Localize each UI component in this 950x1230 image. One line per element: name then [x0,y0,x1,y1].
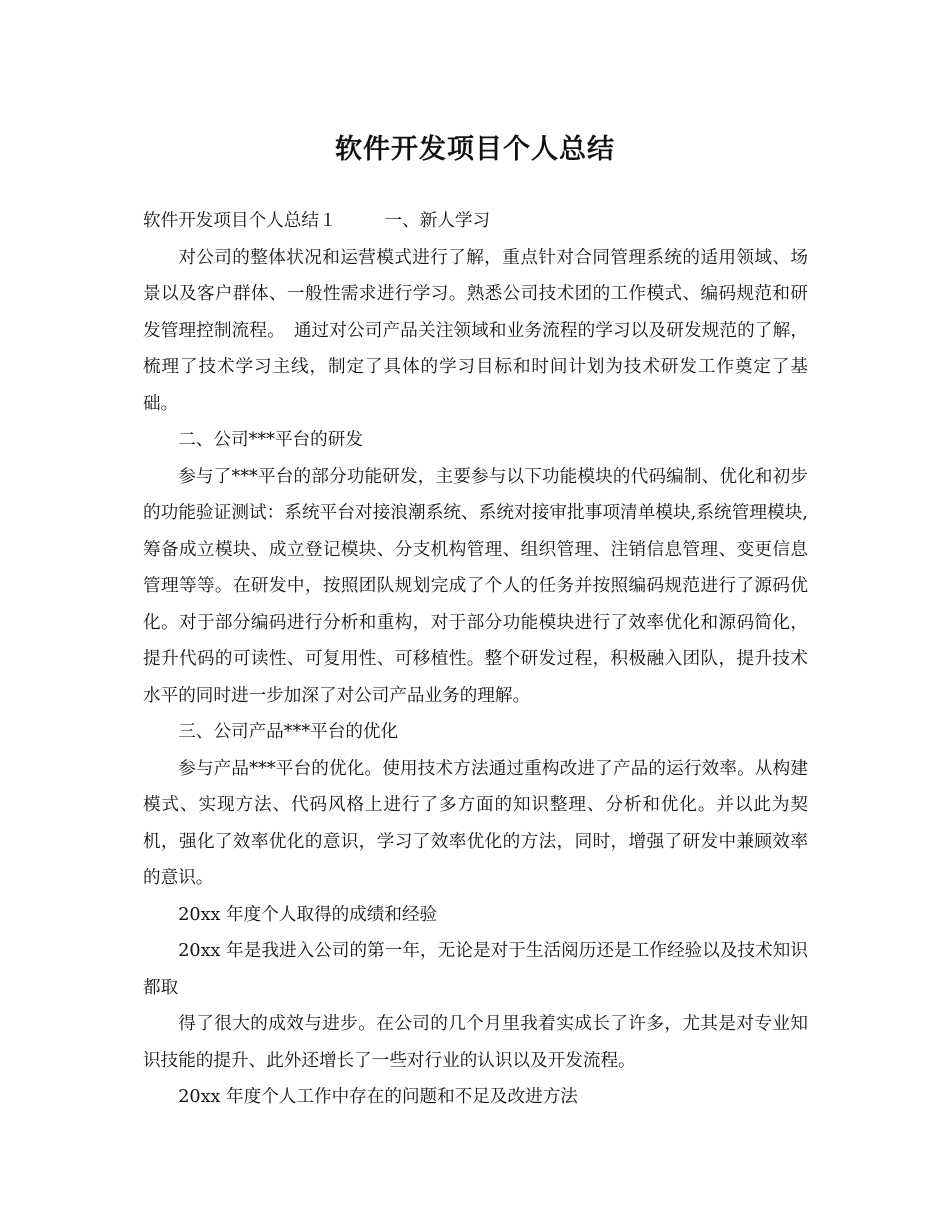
document-body [143,203,808,1116]
paragraph-3: 参与产品***平台的优化。使用技术方法通过重构改进了产品的运行效率。从构建模式、实现方法、代码风格上进行了多方面的知识整理、分析和优化。并以此为契机，强化了效率优化的意识，学习了效率优化的方法，同时，增强了研发中兼顾效率的意识。 [143,758,808,888]
section-heading-5: 20xx 年度个人工作中存在的问题和不足及改进方法 [178,1087,578,1107]
first-line [143,203,808,240]
paragraph-2: 参与了***平台的部分功能研发，主要参与以下功能模块的代码编制、优化和初步的功能验证测试：系统平台对接浪潮系统、系统对接审批事项清单模块,系统管理模块,筹备成立模块、成立登记模块、分支机构管理、组织管理、注销信息管理、变更信息管理等等。在研发中，按照团队规划完成了个人的任务并按照编码规范进行了源码优化。对于部分编码进行分析和重构，对于部分功能模块进行了效率优化和源码简化，提升代码的可读性、可复用性、可移植性。整个研发过程，积极融入团队，提升技术水平的同时进一步加深了对公司产品业务的理解。 [143,466,808,706]
section-heading-1: 一、新人学习 [384,211,491,231]
summary-label: 软件开发项目个人总结１ [143,211,337,231]
paragraph-4: 20xx 年是我进入公司的第一年，无论是对于生活阅历还是工作经验以及技术知识都取 [143,941,808,998]
paragraph-5: 得了很大的成效与进步。在公司的几个月里我着实成长了许多，尤其是对专业知识技能的提升、此外还增长了一些对行业的认识以及开发流程。 [143,1014,808,1071]
paragraph-1: 对公司的整体状况和运营模式进行了解，重点针对合同管理系统的适用领域、场景以及客户群体、一般性需求进行学习。熟悉公司技术团的工作模式、编码规范和研发管理控制流程。 通过对公司产品关注领域和业务流程的学习以及研发规范的了解，梳理了技术学习主线，制定了具体的学习目标和时间计划为技术研发工作奠定了基础。 [143,247,808,414]
section-heading-2: 二、公司***平台的研发 [178,430,363,450]
section-heading-3: 三、公司产品***平台的优化 [178,722,399,742]
section-heading-4: 20xx 年度个人取得的成绩和经验 [178,904,438,925]
document-title: 软件开发项目个人总结 [335,134,615,165]
